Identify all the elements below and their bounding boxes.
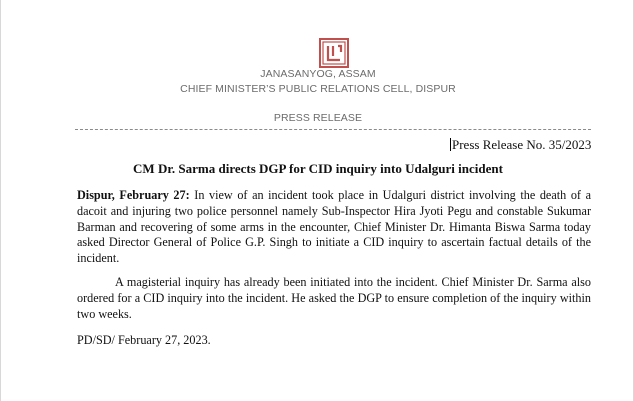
janasanyog-logo-icon (319, 38, 349, 68)
organization-name: JANASANYOG, ASSAM (260, 68, 376, 80)
dateline: Dispur, February 27: (77, 188, 190, 202)
release-number (450, 137, 591, 153)
release-number-text: Press Release No. 35/2023 (452, 137, 592, 152)
body-paragraph-1 (77, 188, 591, 267)
dashed-divider (75, 129, 591, 130)
text-cursor (450, 138, 451, 151)
cell-name: CHIEF MINISTER’S PUBLIC RELATIONS CELL, DISPUR (180, 83, 456, 95)
headline: CM Dr. Sarma directs DGP for CID inquiry into Udalguri incident (133, 161, 503, 176)
body-paragraph-2: A magisterial inquiry has already been initiated into the incident. Chief Minister Dr. Sarma also ordered for a CID inquiry into the incident. He asked the DGP to ensure completion of the inquiry within two weeks. (77, 275, 591, 321)
paragraph-1-text: In view of an incident took place in Udalguri district involving the death of a dacoit and injuring two police personnel namely Sub-Inspector Hira Jyoti Pegu and constable Sukumar Barman and recovering of some arms in the encounter, Chief Minister Dr. Himanta Biswa Sarma today asked Director General of Police G.P. Singh to initiate a CID inquiry to ascertain factual details of the incident. (77, 188, 591, 266)
signoff: PD/SD/ February 27, 2023. (77, 333, 211, 347)
press-release-label: PRESS RELEASE (273, 112, 363, 124)
